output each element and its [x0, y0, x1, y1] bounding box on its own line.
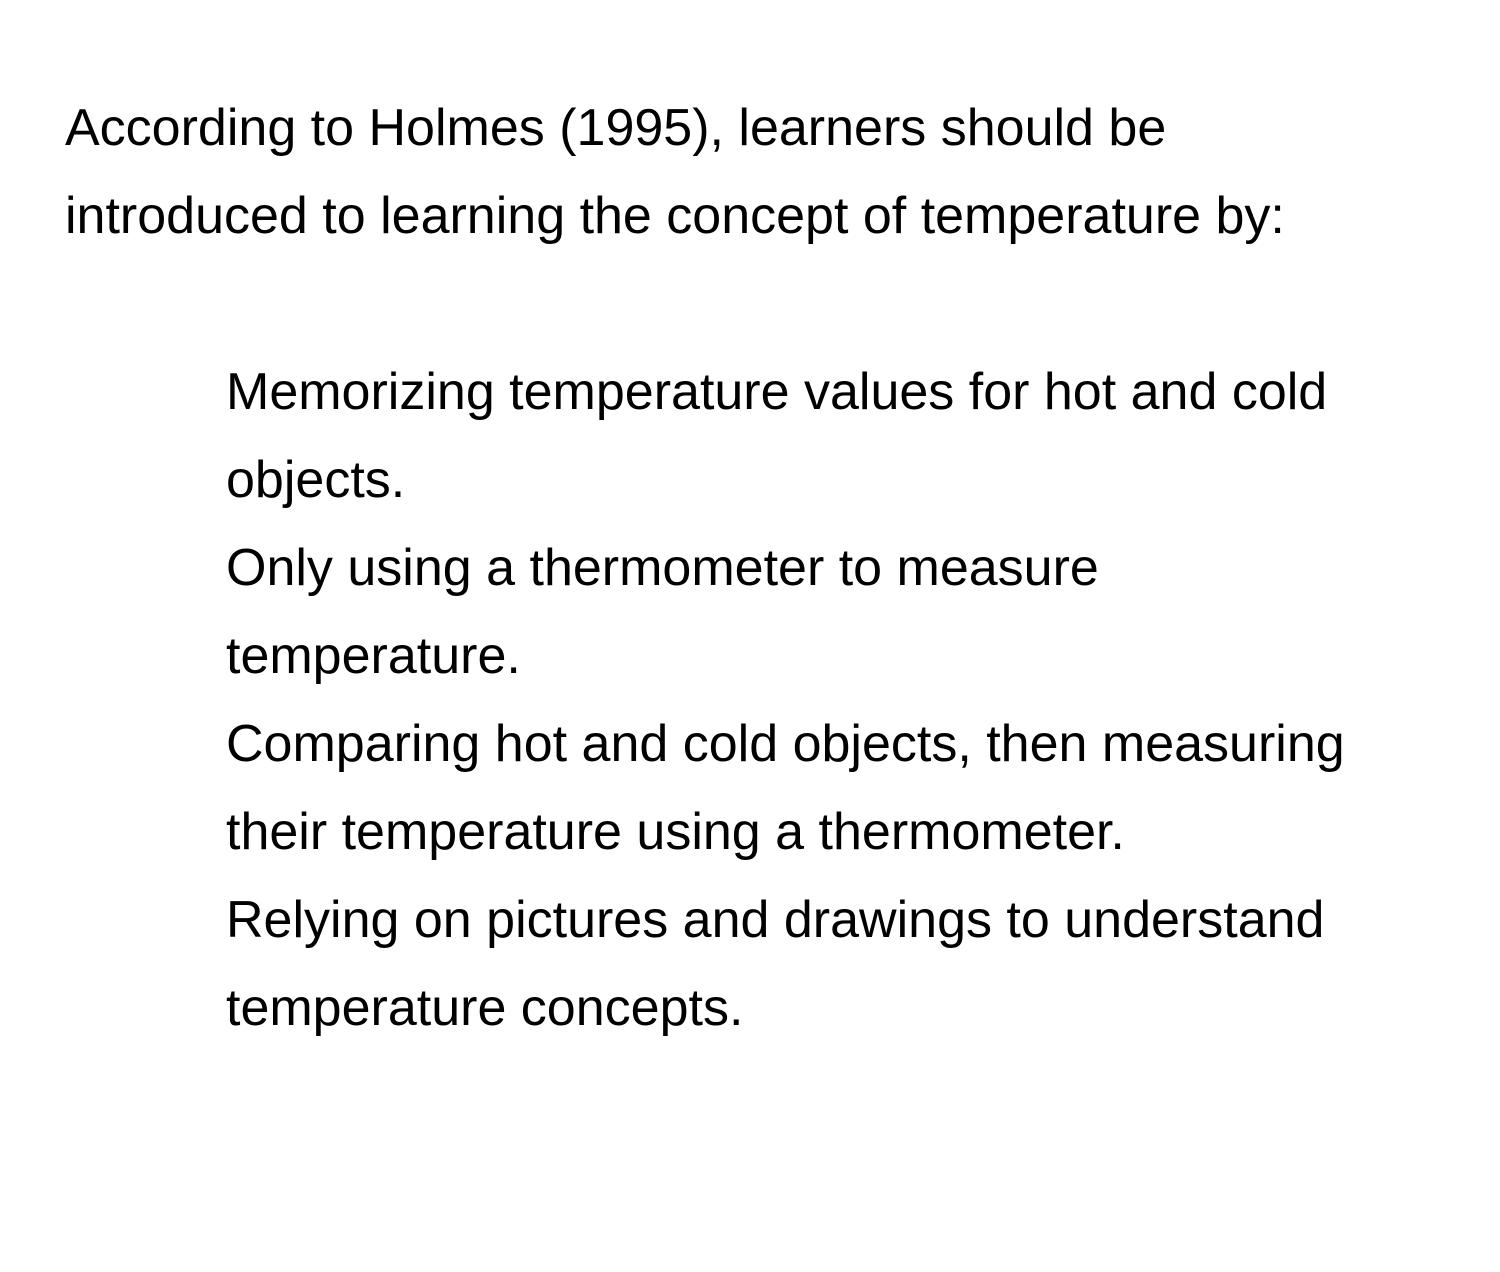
answer-options [226, 348, 1386, 1052]
answer-option-3[interactable]: Comparing hot and cold objects, then measuring their temperature using a thermometer. [226, 715, 1345, 861]
answer-option-1[interactable]: Memorizing temperature values for hot and cold objects. [226, 363, 1328, 509]
question-text: According to Holmes (1995), learners should be introduced to learning the concept of temperature by: [65, 99, 1285, 245]
answer-option-4[interactable]: Relying on pictures and drawings to understand temperature concepts. [226, 891, 1325, 1037]
answer-option-2[interactable]: Only using a thermometer to measure temperature. [226, 539, 1099, 685]
